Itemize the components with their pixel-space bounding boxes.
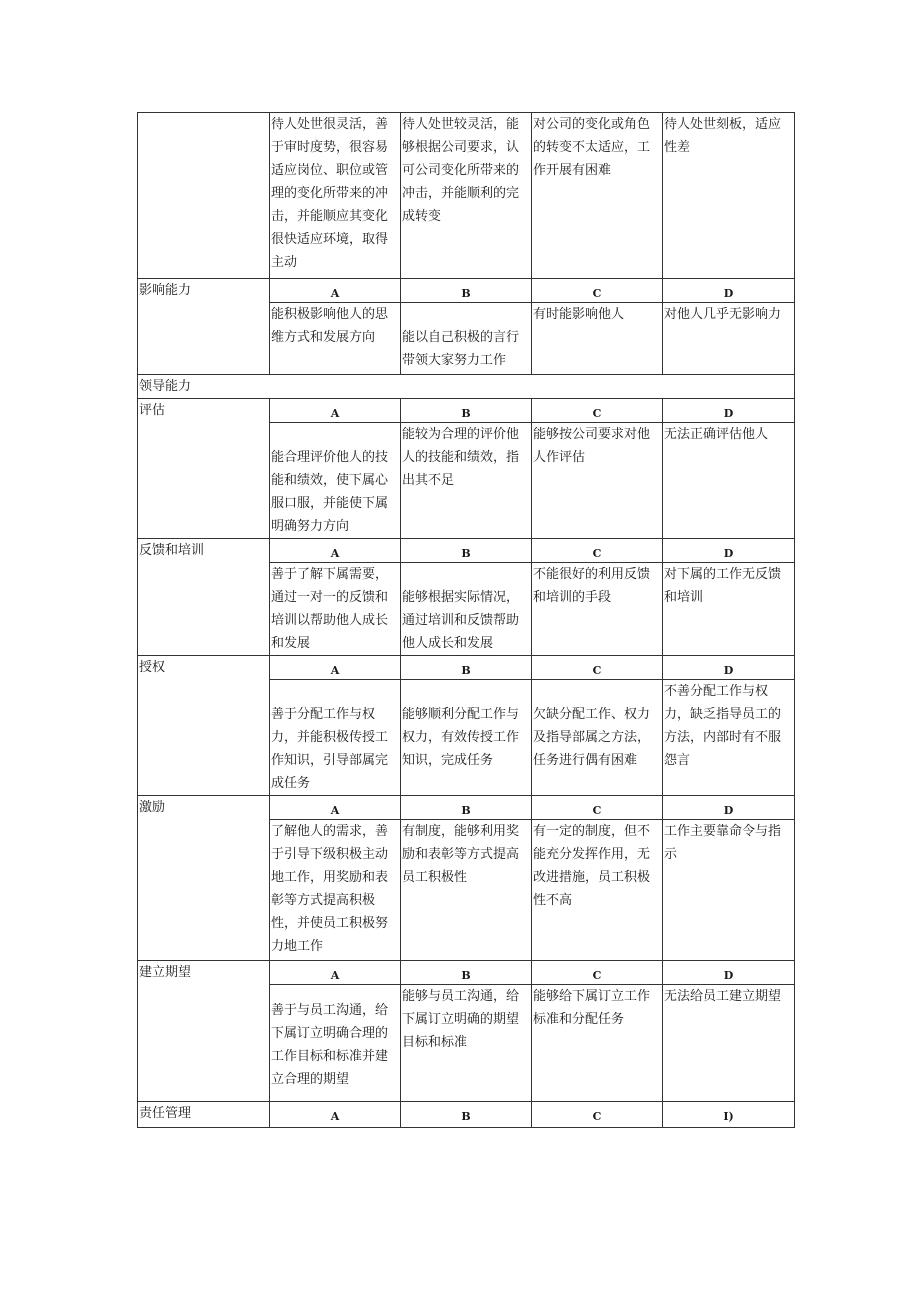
grade-header: B bbox=[401, 279, 532, 303]
level-b-description: 能够与员工沟通，给下属订立明确的期望目标和标准 bbox=[401, 985, 532, 1102]
table-row bbox=[138, 796, 795, 820]
category-cell bbox=[138, 113, 270, 279]
level-a-description: 了解他人的需求，善于引导下级积极主动地工作，用奖励和表彰等方式提高积极性，并使员工积极努力地工作 bbox=[270, 820, 401, 961]
level-b-description: 能够顺利分配工作与权力，有效传授工作知识，完成任务 bbox=[401, 680, 532, 796]
level-d-description: 对下属的工作无反馈和培训 bbox=[663, 563, 795, 656]
table-row bbox=[138, 279, 795, 303]
grade-header: D bbox=[663, 796, 795, 820]
grade-header: D bbox=[663, 539, 795, 563]
table-row bbox=[138, 399, 795, 423]
grade-header: C bbox=[532, 961, 663, 985]
level-d-description: 对他人几乎无影响力 bbox=[663, 303, 795, 375]
level-c-description: 能够按公司要求对他人作评估 bbox=[532, 423, 663, 539]
level-d-description: 待人处世刻板，适应性差 bbox=[663, 113, 795, 279]
table-row bbox=[138, 656, 795, 680]
grade-header: B bbox=[401, 656, 532, 680]
level-a-description: 能合理评价他人的技能和绩效，使下属心服口服，并能使下属明确努力方向 bbox=[270, 423, 401, 539]
level-d-description: 不善分配工作与权力，缺乏指导员工的方法，内部时有不服怨言 bbox=[663, 680, 795, 796]
level-b-description: 待人处世较灵活，能够根据公司要求，认可公司变化所带来的冲击，并能顺利的完成转变 bbox=[401, 113, 532, 279]
level-d-description: 无法给员工建立期望 bbox=[663, 985, 795, 1102]
level-d-description: 无法正确评估他人 bbox=[663, 423, 795, 539]
level-d-description: 工作主要靠命令与指示 bbox=[663, 820, 795, 961]
table-row bbox=[138, 113, 795, 279]
category-label: 评估 bbox=[138, 399, 270, 539]
grade-header: I) bbox=[663, 1102, 795, 1128]
level-b-description: 能较为合理的评价他人的技能和绩效，指出其不足 bbox=[401, 423, 532, 539]
category-label: 影响能力 bbox=[138, 279, 270, 375]
grade-header: B bbox=[401, 399, 532, 423]
level-b-description: 有制度，能够利用奖励和表彰等方式提高员工积极性 bbox=[401, 820, 532, 961]
category-label: 激励 bbox=[138, 796, 270, 961]
level-c-description: 能够给下属订立工作标准和分配任务 bbox=[532, 985, 663, 1102]
table-row bbox=[138, 1102, 795, 1128]
level-c-description: 不能很好的利用反馈和培训的手段 bbox=[532, 563, 663, 656]
grade-header: A bbox=[270, 656, 401, 680]
grade-header: C bbox=[532, 796, 663, 820]
grade-header: D bbox=[663, 656, 795, 680]
level-a-description: 善于了解下属需要，通过一对一的反馈和培训以帮助他人成长和发展 bbox=[270, 563, 401, 656]
category-label: 责任管理 bbox=[138, 1102, 270, 1128]
section-heading: 领导能力 bbox=[138, 375, 795, 399]
level-a-description: 待人处世很灵活，善于审时度势，很容易适应岗位、职位或管理的变化所带来的冲击，并能顺应其变化很快适应环境，取得主动 bbox=[270, 113, 401, 279]
table-row bbox=[138, 961, 795, 985]
level-c-description: 欠缺分配工作、权力及指导部属之方法，任务进行偶有困难 bbox=[532, 680, 663, 796]
level-a-description: 能积极影响他人的思维方式和发展方向 bbox=[270, 303, 401, 375]
level-c-description: 有一定的制度，但不能充分发挥作用，无改进措施，员工积极性不高 bbox=[532, 820, 663, 961]
competency-table-page bbox=[137, 112, 794, 1128]
grade-header: B bbox=[401, 539, 532, 563]
category-label: 反馈和培训 bbox=[138, 539, 270, 656]
grade-header: A bbox=[270, 796, 401, 820]
level-b-description: 能够根据实际情况，通过培训和反馈帮助他人成长和发展 bbox=[401, 563, 532, 656]
grade-header: A bbox=[270, 399, 401, 423]
grade-header: D bbox=[663, 279, 795, 303]
grade-header: C bbox=[532, 279, 663, 303]
grade-header: D bbox=[663, 399, 795, 423]
grade-header: B bbox=[401, 796, 532, 820]
category-label: 建立期望 bbox=[138, 961, 270, 1102]
grade-header: B bbox=[401, 1102, 532, 1128]
grade-header: C bbox=[532, 399, 663, 423]
table-row bbox=[138, 539, 795, 563]
level-c-description: 有时能影响他人 bbox=[532, 303, 663, 375]
grade-header: C bbox=[532, 656, 663, 680]
competency-table bbox=[137, 112, 795, 1128]
category-label: 授权 bbox=[138, 656, 270, 796]
grade-header: A bbox=[270, 1102, 401, 1128]
grade-header: B bbox=[401, 961, 532, 985]
grade-header: A bbox=[270, 539, 401, 563]
level-c-description: 对公司的变化或角色的转变不太适应，工作开展有困难 bbox=[532, 113, 663, 279]
grade-header: A bbox=[270, 961, 401, 985]
grade-header: A bbox=[270, 279, 401, 303]
level-a-description: 善于分配工作与权力，并能积极传授工作知识，引导部属完成任务 bbox=[270, 680, 401, 796]
grade-header: D bbox=[663, 961, 795, 985]
grade-header: C bbox=[532, 539, 663, 563]
level-a-description: 善于与员工沟通，给下属订立明确合理的工作目标和标准并建立合理的期望 bbox=[270, 985, 401, 1102]
table-row bbox=[138, 375, 795, 399]
level-b-description: 能以自己积极的言行带领大家努力工作 bbox=[401, 303, 532, 375]
grade-header: C bbox=[532, 1102, 663, 1128]
